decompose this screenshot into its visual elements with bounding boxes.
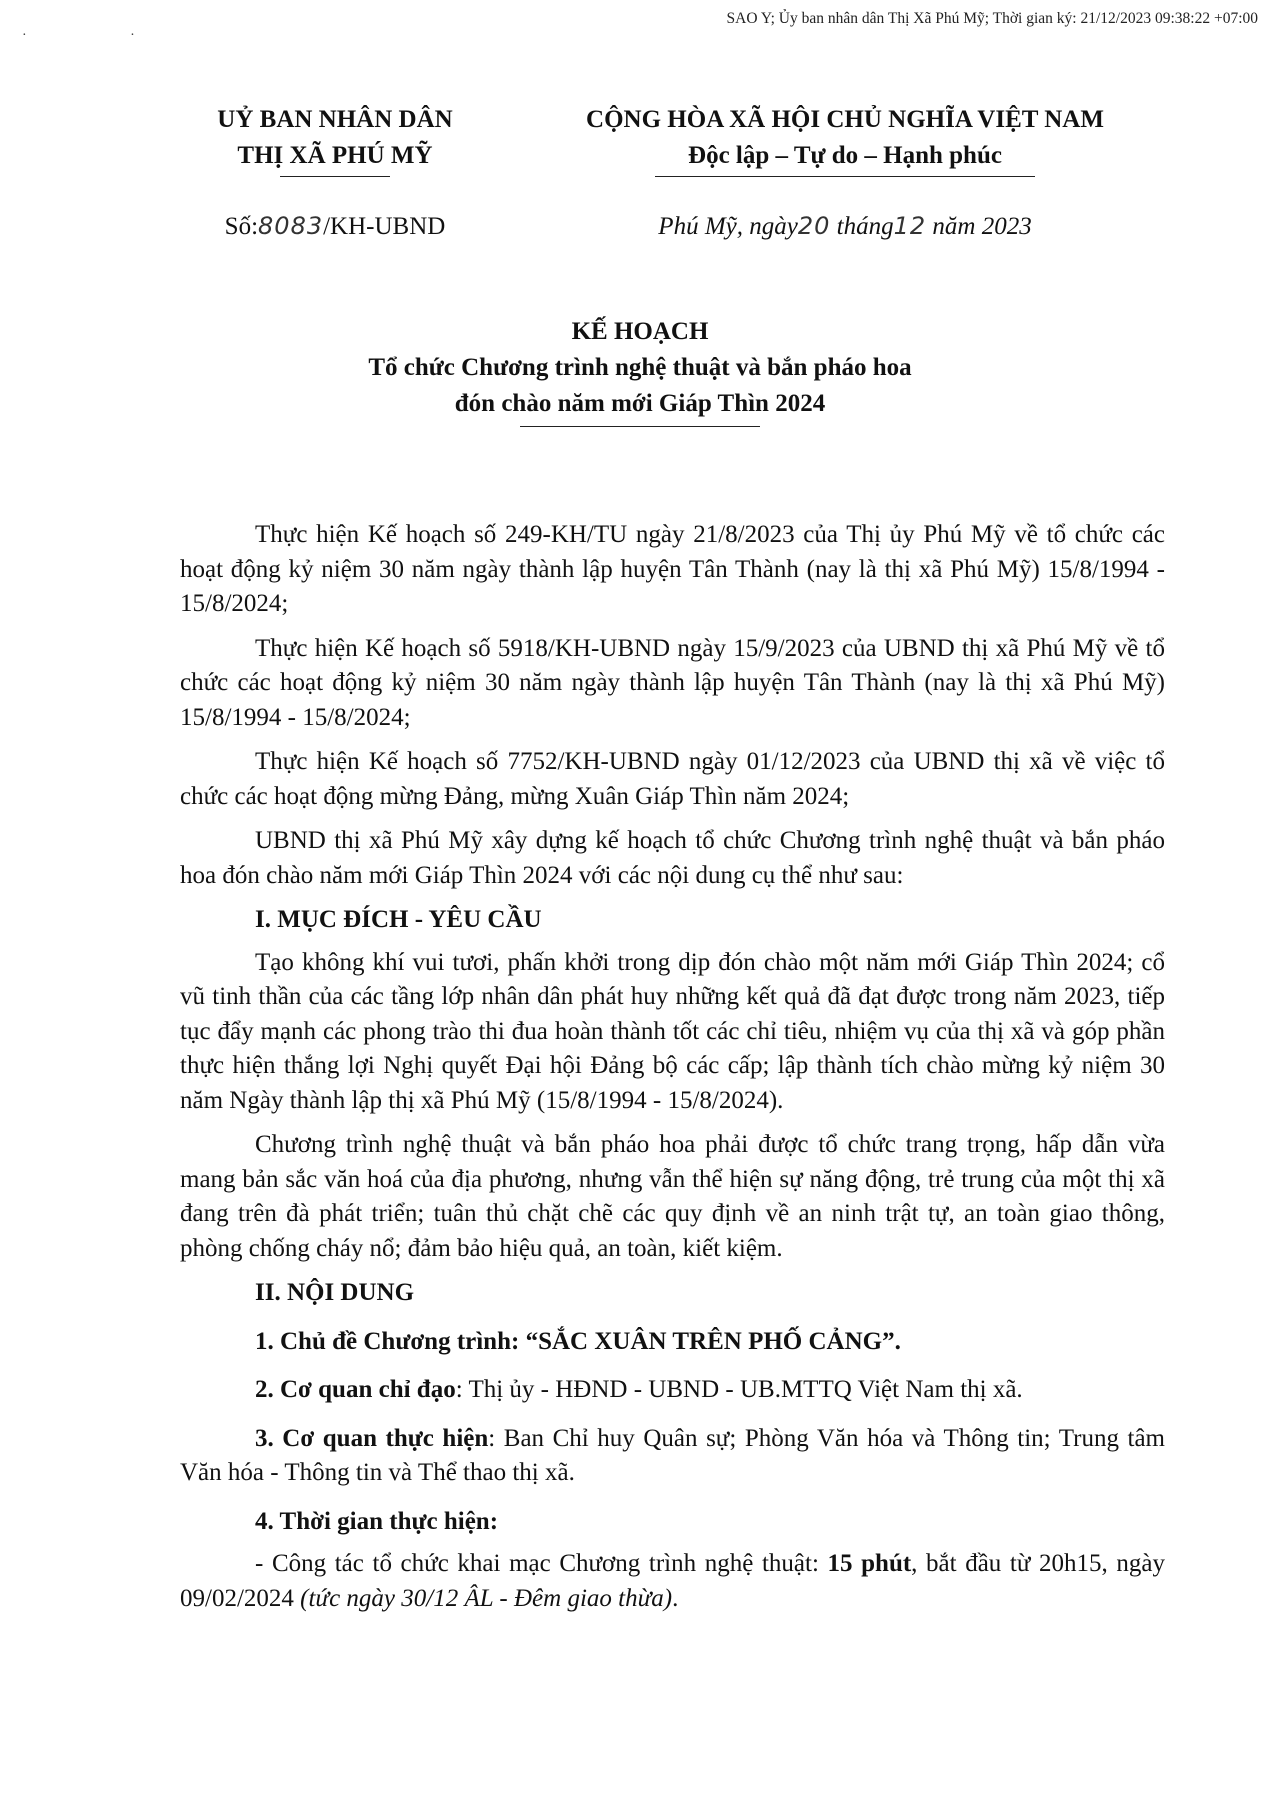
nation-line-1: CỘNG HÒA XÃ HỘI CHỦ NGHĨA VIỆT NAM xyxy=(586,106,1104,133)
number-prefix: Số: xyxy=(224,213,259,240)
document-date xyxy=(505,212,1185,241)
title-line-1: KẾ HOẠCH xyxy=(571,318,709,345)
title-line-3: đón chào năm mới Giáp Thìn 2024 xyxy=(454,390,826,417)
item-time-end: . xyxy=(672,1584,679,1612)
item-directing-label: 2. Cơ quan chỉ đạo xyxy=(255,1376,456,1403)
item-theme xyxy=(180,1325,1165,1360)
item-directing-value: : Thị ủy - HĐND - UBND - UB.MTTQ Việt Nam thị xã. xyxy=(455,1376,1023,1403)
paragraph-requirements: Chương trình nghệ thuật và bắn pháo hoa phải được tổ chức trang trọng, hấp dẫn vừa mang bản sắc văn hoá của địa phương, nhưng vẫn thể hiện sự năng động, trẻ trung của một thị xã đang trên đà phát triển; tuân thủ chặt chẽ các quy định về an ninh trật tự, an toàn giao thông, phòng chống cháy nổ; đảm bảo hiệu quả, an toàn, kiết kiệm. xyxy=(180,1131,1165,1262)
org-line-1: UỶ BAN NHÂN DÂN xyxy=(217,106,453,133)
paragraph-intro: UBND thị xã Phú Mỹ xây dựng kế hoạch tổ chức Chương trình nghệ thuật và bắn pháo hoa đón chào năm mới Giáp Thìn 2024 với các nội dung cụ thể như sau: xyxy=(180,827,1165,889)
item-implementing-value: : Ban Chỉ huy Quân sự; Phòng Văn hóa và Thông tin; Trung tâm Văn hóa - Thông tin và Thể thao thị xã. xyxy=(180,1424,1165,1486)
paragraph-basis-2: Thực hiện Kế hoạch số 5918/KH-UBND ngày 15/9/2023 của UBND thị xã Phú Mỹ về tổ chức các hoạt động kỷ niệm 30 năm ngày thành lập huyện Tân Thành (nay là thị xã Phú Mỹ) 15/8/1994 - 15/8/2024; xyxy=(180,634,1165,731)
number-handwritten: 8083 xyxy=(258,212,324,240)
item-time: 4. Thời gian thực hiện: xyxy=(255,1507,499,1535)
item-directing-agency xyxy=(180,1373,1165,1408)
document-number xyxy=(190,212,480,241)
item-time-text: - Công tác tổ chức khai mạc Chương trình nghệ thuật: xyxy=(255,1550,819,1577)
national-motto xyxy=(505,102,1185,177)
date-month-label: tháng xyxy=(836,213,894,240)
item-time-detail xyxy=(180,1547,1165,1616)
nation-line-2: Độc lập – Tự do – Hạnh phúc xyxy=(688,142,1002,169)
paragraph-basis-3: Thực hiện Kế hoạch số 7752/KH-UBND ngày 01/12/2023 của UBND thị xã về việc tổ chức các hoạt động mừng Đảng, mừng Xuân Giáp Thìn năm 2024; xyxy=(180,748,1165,810)
item-time-duration: 15 phút xyxy=(827,1550,912,1577)
section-heading-2: II. NỘI DUNG xyxy=(255,1279,415,1306)
scan-artifact: · · xyxy=(22,28,185,43)
org-underline xyxy=(280,176,390,177)
paragraph-basis-1: Thực hiện Kế hoạch số 249-KH/TU ngày 21/8/2023 của Thị ủy Phú Mỹ về tổ chức các hoạt động kỷ niệm 30 năm ngày thành lập huyện Tân Thành (nay là thị xã Phú Mỹ) 15/8/1994 - 15/8/2024; xyxy=(180,521,1165,617)
item-implementing-label: 3. Cơ quan thực hiện xyxy=(255,1424,489,1452)
date-year: năm 2023 xyxy=(932,213,1032,240)
title-underline xyxy=(520,426,760,427)
item-time-lunar: (tức ngày 30/12 ÂL - Đêm giao thừa) xyxy=(300,1584,673,1612)
item-theme-value: “SẮC XUÂN TRÊN PHỐ CẢNG”. xyxy=(525,1327,901,1355)
date-day: 20 xyxy=(797,212,831,240)
item-theme-label: 1. Chủ đề Chương trình: xyxy=(255,1327,520,1355)
date-month: 12 xyxy=(893,212,927,240)
title-line-2: Tổ chức Chương trình nghệ thuật và bắn pháo hoa xyxy=(368,354,912,381)
issuing-organization xyxy=(190,102,480,177)
item-implementing-agency xyxy=(180,1422,1165,1491)
section-heading-1: I. MỤC ĐÍCH - YÊU CẦU xyxy=(255,906,542,933)
date-place: Phú Mỹ, ngày xyxy=(658,213,798,240)
item-time-start: , bắt đầu từ 20h15, ngày 09/02/2024 xyxy=(180,1550,1165,1612)
document-body xyxy=(180,518,1165,1626)
number-suffix: /KH-UBND xyxy=(323,213,446,240)
document-title xyxy=(0,314,1280,427)
org-line-2: THỊ XÃ PHÚ MỸ xyxy=(237,142,433,169)
digital-signature-line: SAO Y; Ủy ban nhân dân Thị Xã Phú Mỹ; Thời gian ký: 21/12/2023 09:38:22 +07:00 xyxy=(726,10,1258,27)
paragraph-purpose: Tạo không khí vui tươi, phấn khởi trong dịp đón chào một năm mới Giáp Thìn 2024; cổ vũ tinh thần của các tầng lớp nhân dân phát huy những kết quả đã đạt được trong năm 2023, tiếp tục đẩy mạnh các phong trào thi đua hoàn thành tốt các chỉ tiêu, nhiệm vụ của thị xã và góp phần thực hiện thắng lợi Nghị quyết Đại hội Đảng bộ các cấp; lập thành tích chào mừng kỷ niệm 30 năm Ngày thành lập thị xã Phú Mỹ (15/8/1994 - 15/8/2024). xyxy=(180,948,1165,1114)
motto-underline xyxy=(655,176,1035,177)
